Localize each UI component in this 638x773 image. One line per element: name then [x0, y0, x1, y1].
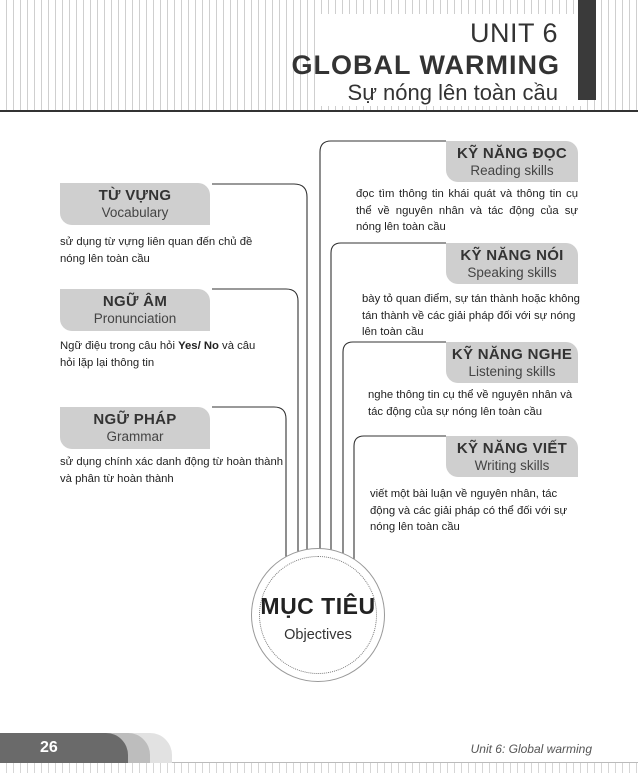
unit-subtitle: Sự nóng lên toàn cầu	[347, 80, 558, 105]
tag-subtitle: Pronunciation	[93, 311, 177, 326]
tag-title: NGỮ PHÁP	[93, 411, 177, 428]
desc-writing: viết một bài luận về nguyên nhân, tác động và các giải pháp có thể đối với sự nóng lên toàn cầu	[370, 488, 568, 533]
tag-title: KỸ NĂNG NGHE	[451, 346, 573, 363]
tag-subtitle: Speaking skills	[467, 265, 557, 280]
footer-stripes	[0, 763, 638, 773]
tag-writing	[446, 436, 578, 477]
desc-speaking: bày tỏ quan điểm, sự tán thành hoặc không tán thành về các giải pháp đối với sự nóng lên toàn cầu	[362, 293, 580, 338]
desc-pronunciation	[60, 338, 260, 371]
tag-title: NGỮ ÂM	[102, 293, 168, 310]
tag-reading	[446, 141, 578, 182]
tag-subtitle: Reading skills	[470, 163, 554, 178]
tag-subtitle: Writing skills	[474, 458, 550, 473]
desc-listening: nghe thông tin cụ thể về nguyên nhân và tác động của sự nóng lên toàn cầu	[368, 389, 573, 418]
desc-vocabulary: sử dụng từ vựng liên quan đến chủ đề nóng lên toàn cầu	[60, 236, 253, 265]
objectives-title: MỤC TIÊU	[260, 593, 376, 619]
tag-pronunciation	[60, 289, 210, 331]
objectives-circle	[251, 548, 385, 682]
tag-subtitle: Listening skills	[468, 364, 556, 379]
tag-title: KỸ NĂNG NÓI	[460, 247, 564, 264]
tag-title: TỪ VỰNG	[98, 187, 172, 204]
desc-text: và câu hỏi lặp lại thông tin	[60, 340, 256, 369]
footer-tab-dark	[0, 733, 128, 763]
connector-pronunciation	[212, 289, 298, 560]
connector-grammar	[212, 407, 286, 568]
desc-text: Ngữ điệu trong câu hỏi	[60, 340, 179, 352]
tag-title: KỸ NĂNG VIẾT	[456, 440, 568, 457]
tag-speaking	[446, 243, 578, 284]
objectives-subtitle: Objectives	[284, 627, 352, 643]
tag-subtitle: Vocabulary	[101, 205, 169, 220]
footer-running-title: Unit 6: Global warming	[470, 742, 592, 756]
page-number: 26	[40, 739, 58, 756]
tag-listening	[446, 342, 578, 383]
tag-grammar	[60, 407, 210, 449]
tag-subtitle: Grammar	[106, 429, 164, 444]
desc-emphasis: Yes/ No	[178, 340, 219, 352]
tag-vocabulary	[60, 183, 210, 225]
unit-title: GLOBAL WARMING	[291, 50, 560, 80]
tag-title: KỸ NĂNG ĐỌC	[457, 145, 567, 162]
unit-label: UNIT 6	[469, 18, 558, 48]
desc-reading: đọc tìm thông tin khái quát và thông tin cụ thể về nguyên nhân và tác động của sự nóng lên toàn cầu	[356, 188, 578, 233]
desc-grammar: sử dụng chính xác danh động từ hoàn thành và phân từ hoàn thành	[60, 456, 284, 485]
